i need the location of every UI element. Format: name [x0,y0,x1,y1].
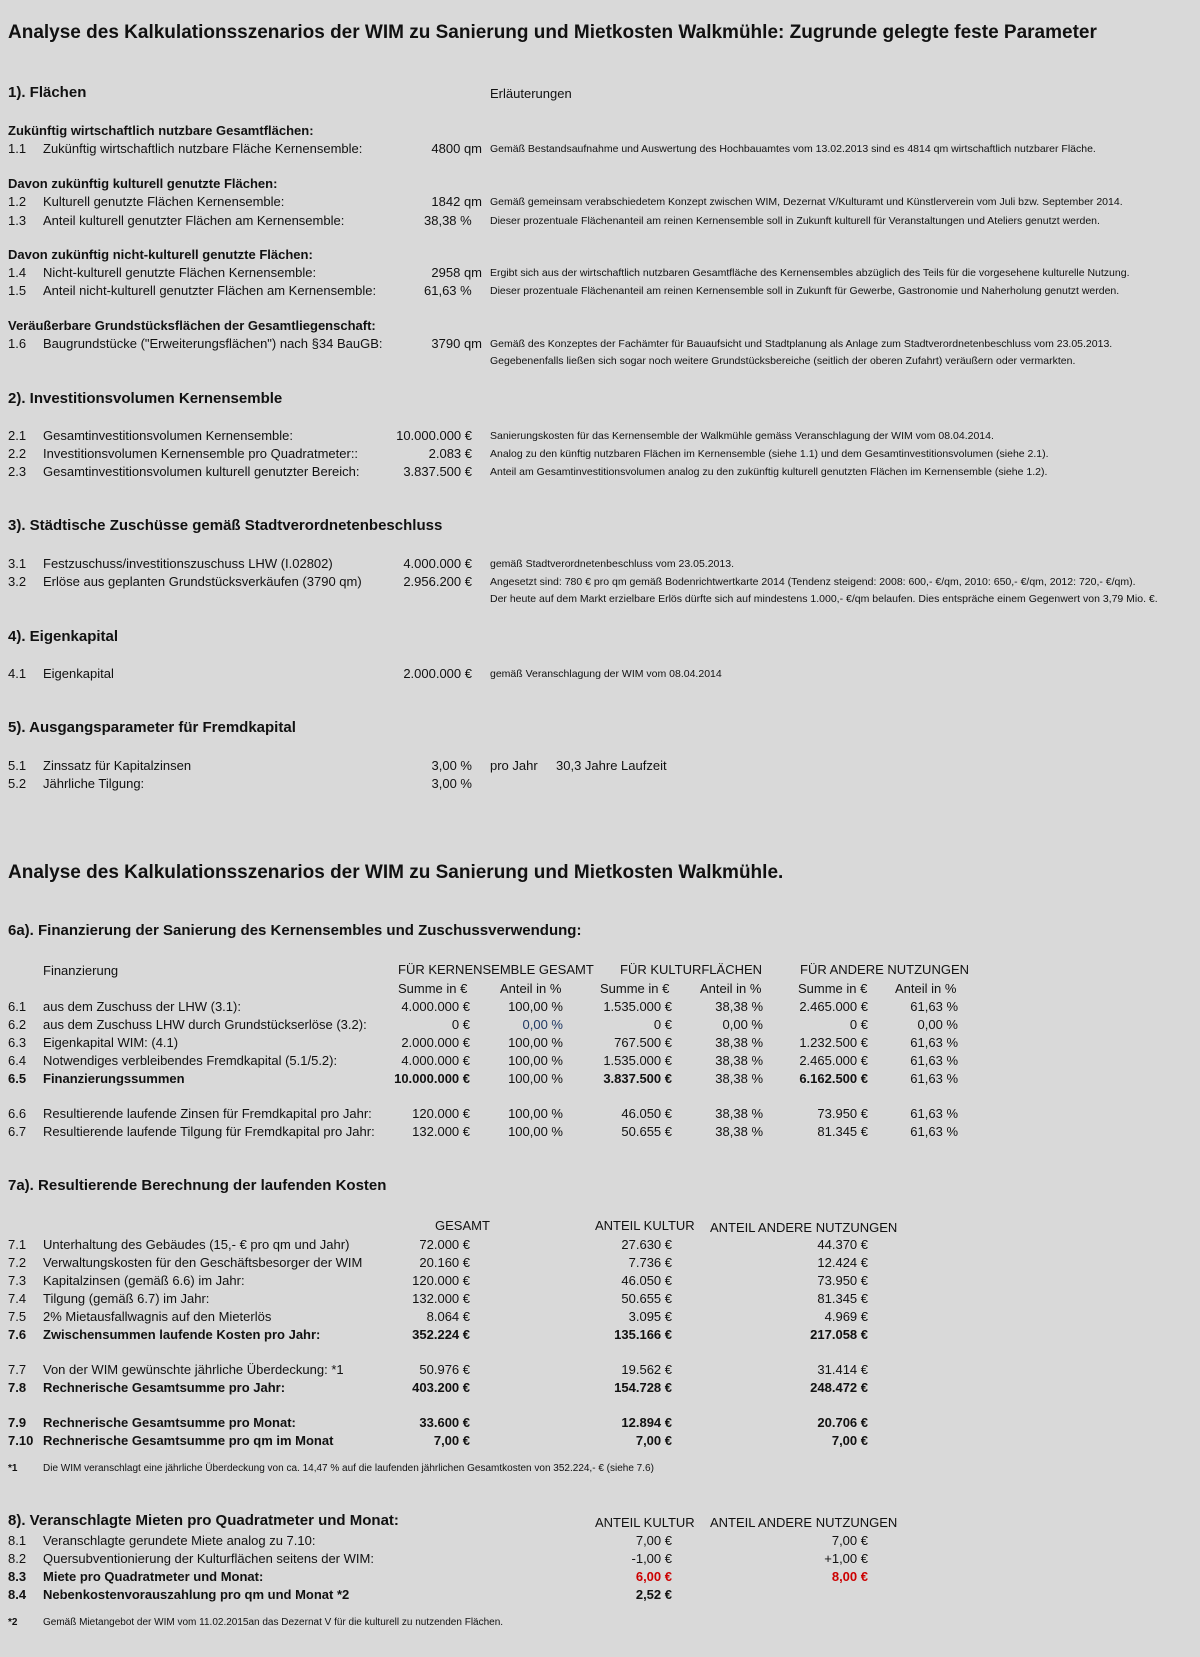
cell-value: 61,63 % [910,999,958,1014]
cell-value: 2.465.000 € [799,1053,868,1068]
cell-value: 38,38 % [715,1124,763,1139]
cell-value: 154.728 € [614,1380,672,1395]
row-number: 6.4 [8,1053,27,1068]
cell-value: 217.058 € [810,1327,868,1342]
row-label: Unterhaltung des Gebäudes (15,- € pro qm und Jahr) [43,1237,350,1252]
row-label: Quersubventionierung der Kulturflächen seitens der WIM: [43,1551,374,1566]
cell-value: 12.894 € [621,1415,672,1430]
row-number: 6.6 [8,1106,27,1121]
row-number: 8.2 [8,1551,27,1566]
cell-value: 2,52 € [635,1587,672,1602]
row-label: Investitionsvolumen Kernensemble pro Quadratmeter:: [43,446,359,461]
row-value: 61,63 % [424,283,472,298]
cell-value: 767.500 € [614,1035,672,1050]
row-number: 1.5 [8,283,27,298]
cell-value: 61,63 % [910,1053,958,1068]
row-number: 7.1 [8,1237,27,1252]
cell-value: 1.535.000 € [603,999,672,1014]
section-heading: 4). Eigenkapital [8,628,119,645]
row-note: Analog zu den künftig nutzbaren Flächen im Kernensemble (siehe 1.1) und dem Gesamtinvestitionsvolumen (siehe 2.1). [490,448,1049,460]
row-label: Resultierende laufende Zinsen für Fremdkapital pro Jahr: [43,1106,372,1121]
row-number: 6.3 [8,1035,27,1050]
row-number: 7.9 [8,1415,27,1430]
row-number: 7.8 [8,1380,27,1395]
row-number: 3.1 [8,556,27,571]
cell-value: +1,00 € [824,1551,868,1566]
cell-value: 1.535.000 € [603,1053,672,1068]
column-subheader: Summe in € [398,981,468,996]
row-label: Tilgung (gemäß 6.7) im Jahr: [43,1291,210,1306]
cell-value: 38,38 % [715,1106,763,1121]
cell-value: 61,63 % [910,1124,958,1139]
row-value: 4.000.000 € [403,556,472,571]
row-note-continued: Gegebenenfalls ließen sich sogar noch weitere Grundstücksbereiche (seitlich der oberen Zufahrt) veräußern oder vermarkten. [490,355,1076,367]
row-label: Anteil nicht-kulturell genutzter Flächen am Kernensemble: [43,283,377,298]
column-subheader: Summe in € [798,981,868,996]
cell-value: 403.200 € [412,1380,470,1395]
row-label: Nebenkostenvorauszahlung pro qm und Monat *2 [43,1587,350,1602]
row-label: Verwaltungskosten für den Geschäftsbesorger der WIM [43,1255,363,1270]
row-number: 1.1 [8,141,27,156]
section-heading: 8). Veranschlagte Mieten pro Quadratmeter und Monat: [8,1512,399,1529]
row-label: Festzuschuss/investitionszuschuss LHW (I.02802) [43,556,333,571]
section-heading: 1). Flächen [8,84,87,101]
cell-value: 46.050 € [621,1273,672,1288]
cell-value: 33.600 € [419,1415,470,1430]
cell-value: 19.562 € [621,1362,672,1377]
cell-value: 0,00 % [917,1017,958,1032]
cell-value: 72.000 € [419,1237,470,1252]
cell-value: 38,38 % [715,1053,763,1068]
footnote-marker: *1 [8,1463,18,1474]
column-subheader: Anteil in % [700,981,762,996]
cell-value: 0 € [653,1017,672,1032]
row-number: 6.2 [8,1017,27,1032]
cell-value: 6.162.500 € [799,1071,868,1086]
column-header: ANTEIL ANDERE NUTZUNGEN [710,1515,898,1530]
row-number: 1.6 [8,336,27,351]
cell-value: 100,00 % [508,1035,563,1050]
cell-value: 10.000.000 € [394,1071,470,1086]
row-value: 10.000.000 € [396,428,472,443]
row-value: 4800 qm [431,141,482,156]
cell-value: 50.655 € [621,1291,672,1306]
cell-value: 100,00 % [508,1071,563,1086]
group-heading: Veräußerbare Grundstücksflächen der Gesamtliegenschaft: [8,318,376,333]
cell-value: 132.000 € [412,1124,470,1139]
cell-value: 81.345 € [817,1124,868,1139]
footnote-text: Die WIM veranschlagt eine jährliche Überdeckung von ca. 14,47 % auf die laufenden jährlichen Gesamtkosten von 352.224,- € (siehe 7.6) [43,1463,654,1474]
row-number: 6.7 [8,1124,27,1139]
cell-value: -1,00 € [631,1551,672,1566]
cell-value: 61,63 % [910,1035,958,1050]
cell-value: 248.472 € [810,1380,868,1395]
cell-value: 352.224 € [412,1327,470,1342]
column-group-header: FÜR KULTURFLÄCHEN [620,962,763,977]
row-number: 8.4 [8,1587,27,1602]
row-note: Dieser prozentuale Flächenanteil am reinen Kernensemble soll in Zukunft für Gewerbe, Gastronomie und Naherholung genutzt werden. [490,285,1120,297]
cell-value: 4.000.000 € [401,999,470,1014]
cell-value: 20.160 € [419,1255,470,1270]
group-heading: Davon zukünftig nicht-kulturell genutzte Flächen: [8,247,313,262]
row-number: 6.5 [8,1071,27,1086]
cell-value: 50.976 € [419,1362,470,1377]
row-value: 2958 qm [431,265,482,280]
row-number: 7.4 [8,1291,27,1306]
cell-value: 3.837.500 € [603,1071,672,1086]
row-extra: 30,3 Jahre Laufzeit [556,758,667,773]
column-subheader: Summe in € [600,981,670,996]
cell-value: 7,00 € [831,1433,868,1448]
cell-value: 0 € [451,1017,470,1032]
cell-value: 38,38 % [715,1071,763,1086]
row-label: Kulturell genutzte Flächen Kernensemble: [43,194,285,209]
row-number: 5.1 [8,758,27,773]
cell-value: 27.630 € [621,1237,672,1252]
footnote-text: Gemäß Mietangebot der WIM vom 11.02.2015an das Dezernat V für die kulturell zu nutzenden Flächen. [43,1617,504,1628]
row-note: Dieser prozentuale Flächenanteil am reinen Kernensemble soll in Zukunft kulturell für Veranstaltungen und Ateliers genutzt werden. [490,215,1100,227]
row-number: 1.3 [8,213,27,228]
row-value: 3790 qm [431,336,482,351]
row-number: 4.1 [8,666,27,681]
row-note-continued: Der heute auf dem Markt erzielbare Erlös dürfte sich auf mindestens 1.000,- €/qm belaufen. Dies entspräche einem Gegenwert von 3,79 Mio. €. [490,593,1158,605]
row-number: 1.4 [8,265,27,280]
cell-value: 61,63 % [910,1071,958,1086]
cell-value: 3.095 € [628,1309,672,1324]
row-label: Miete pro Quadratmeter und Monat: [43,1569,264,1584]
section-heading: 5). Ausgangsparameter für Fremdkapital [8,719,296,736]
section-heading: 3). Städtische Zuschüsse gemäß Stadtverordnetenbeschluss [8,517,443,534]
row-value: 38,38 % [424,213,472,228]
cell-value: 46.050 € [621,1106,672,1121]
cell-value: 73.950 € [817,1106,868,1121]
column-subheader: Anteil in % [895,981,957,996]
column-group-header: FÜR KERNENSEMBLE GESAMT [398,962,594,977]
row-label: Eigenkapital WIM: (4.1) [43,1035,179,1050]
column-header: Finanzierung [43,963,119,978]
row-label: Rechnerische Gesamtsumme pro Monat: [43,1415,296,1430]
row-note: Angesetzt sind: 780 € pro qm gemäß Bodenrichtwertkarte 2014 (Tendenz steigend: 2008: 600,- €/qm, 2010: 650,- €/qm, 2012: 720,- €/qm). [490,576,1136,588]
row-label: Gesamtinvestitionsvolumen kulturell genutzter Bereich: [43,464,360,479]
row-value: 3.837.500 € [403,464,472,479]
cell-value: 120.000 € [412,1273,470,1288]
row-value: 2.083 € [428,446,472,461]
row-number: 8.1 [8,1533,27,1548]
row-label: Zukünftig wirtschaftlich nutzbare Fläche Kernensemble: [43,141,363,156]
cell-value: 4.000.000 € [401,1053,470,1068]
cell-value: 2.465.000 € [799,999,868,1014]
cell-value: 31.414 € [817,1362,868,1377]
section-heading: 7a). Resultierende Berechnung der laufenden Kosten [8,1177,387,1194]
cell-value: 50.655 € [621,1124,672,1139]
row-label: Zinssatz für Kapitalzinsen [43,758,192,773]
row-note: gemäß Stadtverordnetenbeschluss vom 23.05.2013. [490,558,734,570]
row-label: Veranschlagte gerundete Miete analog zu 7.10: [43,1533,316,1548]
cell-value: 4.969 € [824,1309,868,1324]
row-value: 3,00 % [431,758,472,773]
row-label: Jährliche Tilgung: [43,776,145,791]
row-label: 2% Mietausfallwagnis auf den Mieterlös [43,1309,272,1324]
row-value: 3,00 % [431,776,472,791]
cell-value: 8.064 € [426,1309,470,1324]
row-number: 7.7 [8,1362,27,1377]
cell-value: 100,00 % [508,999,563,1014]
section-heading: 6a). Finanzierung der Sanierung des Kernensembles und Zuschussverwendung: [8,922,582,939]
cell-value: 7,00 € [635,1433,672,1448]
row-note: Anteil am Gesamtinvestitionsvolumen analog zu den zukünftig kulturell genutzten Flächen im Kernensemble (siehe 1.2). [490,466,1048,478]
cell-value: 38,38 % [715,999,763,1014]
row-note: Gemäß des Konzeptes der Fachämter für Bauaufsicht und Stadtplanung als Anlage zum Stadtverordnetenbeschluss vom 23.05.2013. [490,338,1113,350]
row-number: 7.5 [8,1309,27,1324]
row-value: 1842 qm [431,194,482,209]
footnote-marker: *2 [8,1617,18,1628]
row-number: 7.2 [8,1255,27,1270]
rent-value-culture: 6,00 € [635,1569,672,1584]
cell-value: 7.736 € [628,1255,672,1270]
row-number: 2.1 [8,428,27,443]
page-title: Analyse des Kalkulationsszenarios der WIM zu Sanierung und Mietkosten Walkmühle. [8,862,784,883]
group-heading: Davon zukünftig kulturell genutzte Flächen: [8,176,278,191]
page-title: Analyse des Kalkulationsszenarios der WIM zu Sanierung und Mietkosten Walkmühle: Zugrunde gelegte feste Parameter [8,22,1097,43]
row-note: Gemäß gemeinsam verabschiedetem Konzept zwischen WIM, Dezernat V/Kulturamt und Künstlerverein vom Juli bzw. September 2014. [490,196,1123,208]
row-note: gemäß Veranschlagung der WIM vom 08.04.2014 [490,668,722,680]
group-heading: Zukünftig wirtschaftlich nutzbare Gesamtflächen: [8,123,314,138]
column-subheader: Anteil in % [500,981,562,996]
cell-value: 0,00 % [722,1017,763,1032]
cell-value: 7,00 € [433,1433,470,1448]
row-note: Gemäß Bestandsaufnahme und Auswertung des Hochbauamtes vom 13.02.2013 sind es 4814 qm wirtschaftlich nutzbarer Fläche. [490,143,1096,155]
cell-value: 120.000 € [412,1106,470,1121]
cell-value: 2.000.000 € [401,1035,470,1050]
row-label: Gesamtinvestitionsvolumen Kernensemble: [43,428,294,443]
row-label: Anteil kulturell genutzter Flächen am Kernensemble: [43,213,345,228]
row-label: aus dem Zuschuss der LHW (3.1): [43,999,241,1014]
cell-value: 135.166 € [614,1327,672,1342]
section-heading: 2). Investitionsvolumen Kernensemble [8,390,283,407]
row-label: Resultierende laufende Tilgung für Fremdkapital pro Jahr: [43,1124,375,1139]
row-label: Erlöse aus geplanten Grundstücksverkäufen (3790 qm) [43,574,362,589]
cell-value: 132.000 € [412,1291,470,1306]
row-label: Kapitalzinsen (gemäß 6.6) im Jahr: [43,1273,245,1288]
cell-value: 61,63 % [910,1106,958,1121]
row-label: Notwendiges verbleibendes Fremdkapital (5.1/5.2): [43,1053,338,1068]
column-header: ANTEIL ANDERE NUTZUNGEN [710,1220,898,1235]
cell-value: 100,00 % [508,1053,563,1068]
row-label: Nicht-kulturell genutzte Flächen Kernensemble: [43,265,317,280]
cell-value: 12.424 € [817,1255,868,1270]
cell-value: 73.950 € [817,1273,868,1288]
cell-value: 100,00 % [508,1124,563,1139]
cell-value: 0,00 % [522,1017,563,1032]
row-value: 2.000.000 € [403,666,472,681]
row-label: Finanzierungssummen [43,1071,185,1086]
row-value: 2.956.200 € [403,574,472,589]
rent-value-other: 8,00 € [831,1569,868,1584]
row-label: Rechnerische Gesamtsumme pro qm im Monat [43,1433,334,1448]
column-group-header: FÜR ANDERE NUTZUNGEN [800,962,970,977]
row-number: 5.2 [8,776,27,791]
row-number: 8.3 [8,1569,27,1584]
cell-value: 81.345 € [817,1291,868,1306]
cell-value: 0 € [849,1017,868,1032]
row-extra: pro Jahr [490,758,538,773]
row-number: 2.2 [8,446,27,461]
cell-value: 44.370 € [817,1237,868,1252]
row-number: 3.2 [8,574,27,589]
column-header: ANTEIL KULTUR [595,1218,695,1233]
cell-value: 38,38 % [715,1035,763,1050]
row-label: Eigenkapital [43,666,114,681]
row-label: Baugrundstücke ("Erweiterungsflächen") nach §34 BauGB: [43,336,383,351]
row-number: 6.1 [8,999,27,1014]
row-number: 7.3 [8,1273,27,1288]
row-label: Zwischensummen laufende Kosten pro Jahr: [43,1327,321,1342]
column-header: GESAMT [435,1218,490,1233]
row-label: Von der WIM gewünschte jährliche Überdeckung: *1 [43,1362,344,1377]
row-number: 7.6 [8,1327,27,1342]
cell-value: 1.232.500 € [799,1035,868,1050]
row-note: Sanierungskosten für das Kernensemble der Walkmühle gemäss Veranschlagung der WIM vom 08.04.2014. [490,430,994,442]
cell-value: 100,00 % [508,1106,563,1121]
row-note: Ergibt sich aus der wirtschaftlich nutzbaren Gesamtfläche des Kernensembles abzüglich des Teils für die vorgesehene kulturelle Nutzung. [490,267,1130,279]
column-header: ANTEIL KULTUR [595,1515,695,1530]
row-label: Rechnerische Gesamtsumme pro Jahr: [43,1380,286,1395]
row-number: 2.3 [8,464,27,479]
row-number: 1.2 [8,194,27,209]
row-label: aus dem Zuschuss LHW durch Grundstückserlöse (3.2): [43,1017,367,1032]
cell-value: 20.706 € [817,1415,868,1430]
cell-value: 7,00 € [831,1533,868,1548]
cell-value: 7,00 € [635,1533,672,1548]
column-header: Erläuterungen [490,86,572,101]
row-number: 7.10 [8,1433,34,1448]
